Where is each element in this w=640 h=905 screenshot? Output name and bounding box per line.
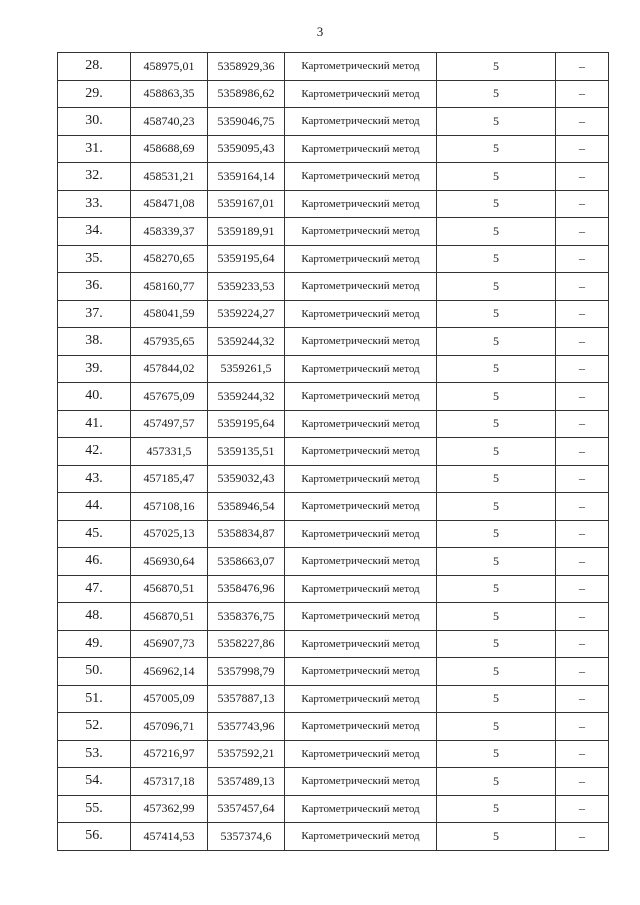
- y-coordinate-cell: 5359032,43: [208, 465, 285, 493]
- point-number-cell: 54.: [58, 768, 131, 796]
- note-cell: –: [556, 520, 609, 548]
- note-cell: –: [556, 713, 609, 741]
- point-number-cell: 32.: [58, 163, 131, 191]
- y-coordinate-cell: 5359046,75: [208, 108, 285, 136]
- x-coordinate-cell: 458471,08: [131, 190, 208, 218]
- x-coordinate-cell: 456870,51: [131, 603, 208, 631]
- y-coordinate-cell: 5357998,79: [208, 658, 285, 686]
- method-cell: Картометрический метод: [285, 383, 437, 411]
- note-cell: –: [556, 245, 609, 273]
- x-coordinate-cell: 457362,99: [131, 795, 208, 823]
- table-row: [58, 685, 609, 713]
- y-coordinate-cell: 5359167,01: [208, 190, 285, 218]
- y-coordinate-cell: 5358663,07: [208, 548, 285, 576]
- accuracy-cell: 5: [437, 245, 556, 273]
- method-cell: Картометрический метод: [285, 108, 437, 136]
- x-coordinate-cell: 457096,71: [131, 713, 208, 741]
- table-row: [58, 218, 609, 246]
- y-coordinate-cell: 5357592,21: [208, 740, 285, 768]
- x-coordinate-cell: 458688,69: [131, 135, 208, 163]
- method-cell: Картометрический метод: [285, 410, 437, 438]
- accuracy-cell: 5: [437, 603, 556, 631]
- method-cell: Картометрический метод: [285, 575, 437, 603]
- note-cell: –: [556, 300, 609, 328]
- x-coordinate-cell: 458041,59: [131, 300, 208, 328]
- note-cell: –: [556, 190, 609, 218]
- table-row: [58, 768, 609, 796]
- y-coordinate-cell: 5357743,96: [208, 713, 285, 741]
- table-row: [58, 575, 609, 603]
- note-cell: –: [556, 685, 609, 713]
- note-cell: –: [556, 630, 609, 658]
- method-cell: Картометрический метод: [285, 548, 437, 576]
- accuracy-cell: 5: [437, 465, 556, 493]
- table-row: [58, 658, 609, 686]
- point-number-cell: 56.: [58, 823, 131, 851]
- note-cell: –: [556, 603, 609, 631]
- table-row: [58, 740, 609, 768]
- y-coordinate-cell: 5359195,64: [208, 410, 285, 438]
- point-number-cell: 52.: [58, 713, 131, 741]
- x-coordinate-cell: 457216,97: [131, 740, 208, 768]
- accuracy-cell: 5: [437, 383, 556, 411]
- y-coordinate-cell: 5358227,86: [208, 630, 285, 658]
- note-cell: –: [556, 218, 609, 246]
- y-coordinate-cell: 5359261,5: [208, 355, 285, 383]
- point-number-cell: 41.: [58, 410, 131, 438]
- note-cell: –: [556, 383, 609, 411]
- point-number-cell: 48.: [58, 603, 131, 631]
- y-coordinate-cell: 5357457,64: [208, 795, 285, 823]
- x-coordinate-cell: 458531,21: [131, 163, 208, 191]
- table-row: [58, 245, 609, 273]
- table-row: [58, 823, 609, 851]
- table-row: [58, 300, 609, 328]
- point-number-cell: 36.: [58, 273, 131, 301]
- x-coordinate-cell: 458863,35: [131, 80, 208, 108]
- x-coordinate-cell: 456870,51: [131, 575, 208, 603]
- point-number-cell: 45.: [58, 520, 131, 548]
- accuracy-cell: 5: [437, 300, 556, 328]
- table-row: [58, 465, 609, 493]
- note-cell: –: [556, 575, 609, 603]
- method-cell: Картометрический метод: [285, 713, 437, 741]
- x-coordinate-cell: 458339,37: [131, 218, 208, 246]
- note-cell: –: [556, 53, 609, 81]
- y-coordinate-cell: 5359244,32: [208, 328, 285, 356]
- note-cell: –: [556, 328, 609, 356]
- table-row: [58, 328, 609, 356]
- y-coordinate-cell: 5359224,27: [208, 300, 285, 328]
- table-row: [58, 438, 609, 466]
- point-number-cell: 30.: [58, 108, 131, 136]
- method-cell: Картометрический метод: [285, 438, 437, 466]
- table-row: [58, 163, 609, 191]
- accuracy-cell: 5: [437, 520, 556, 548]
- table-row: [58, 108, 609, 136]
- table-row: [58, 135, 609, 163]
- accuracy-cell: 5: [437, 273, 556, 301]
- note-cell: –: [556, 80, 609, 108]
- point-number-cell: 46.: [58, 548, 131, 576]
- accuracy-cell: 5: [437, 355, 556, 383]
- accuracy-cell: 5: [437, 740, 556, 768]
- method-cell: Картометрический метод: [285, 768, 437, 796]
- table-row: [58, 630, 609, 658]
- coordinates-table: [57, 52, 609, 851]
- table-body: [58, 53, 609, 851]
- table-row: [58, 53, 609, 81]
- accuracy-cell: 5: [437, 438, 556, 466]
- y-coordinate-cell: 5358376,75: [208, 603, 285, 631]
- table-row: [58, 603, 609, 631]
- point-number-cell: 55.: [58, 795, 131, 823]
- method-cell: Картометрический метод: [285, 493, 437, 521]
- accuracy-cell: 5: [437, 658, 556, 686]
- method-cell: Картометрический метод: [285, 273, 437, 301]
- accuracy-cell: 5: [437, 795, 556, 823]
- point-number-cell: 50.: [58, 658, 131, 686]
- note-cell: –: [556, 768, 609, 796]
- x-coordinate-cell: 456930,64: [131, 548, 208, 576]
- table-row: [58, 410, 609, 438]
- y-coordinate-cell: 5358476,96: [208, 575, 285, 603]
- x-coordinate-cell: 458975,01: [131, 53, 208, 81]
- y-coordinate-cell: 5358834,87: [208, 520, 285, 548]
- method-cell: Картометрический метод: [285, 218, 437, 246]
- x-coordinate-cell: 457185,47: [131, 465, 208, 493]
- point-number-cell: 28.: [58, 53, 131, 81]
- accuracy-cell: 5: [437, 53, 556, 81]
- method-cell: Картометрический метод: [285, 465, 437, 493]
- point-number-cell: 51.: [58, 685, 131, 713]
- y-coordinate-cell: 5359233,53: [208, 273, 285, 301]
- note-cell: –: [556, 108, 609, 136]
- table-row: [58, 355, 609, 383]
- y-coordinate-cell: 5358946,54: [208, 493, 285, 521]
- note-cell: –: [556, 740, 609, 768]
- method-cell: Картометрический метод: [285, 135, 437, 163]
- note-cell: –: [556, 273, 609, 301]
- note-cell: –: [556, 465, 609, 493]
- y-coordinate-cell: 5358986,62: [208, 80, 285, 108]
- method-cell: Картометрический метод: [285, 823, 437, 851]
- x-coordinate-cell: 458160,77: [131, 273, 208, 301]
- accuracy-cell: 5: [437, 548, 556, 576]
- table-row: [58, 273, 609, 301]
- note-cell: –: [556, 355, 609, 383]
- y-coordinate-cell: 5357887,13: [208, 685, 285, 713]
- note-cell: –: [556, 135, 609, 163]
- x-coordinate-cell: 457935,65: [131, 328, 208, 356]
- point-number-cell: 35.: [58, 245, 131, 273]
- point-number-cell: 42.: [58, 438, 131, 466]
- method-cell: Картометрический метод: [285, 163, 437, 191]
- method-cell: Картометрический метод: [285, 658, 437, 686]
- x-coordinate-cell: 457414,53: [131, 823, 208, 851]
- x-coordinate-cell: 457844,02: [131, 355, 208, 383]
- point-number-cell: 43.: [58, 465, 131, 493]
- x-coordinate-cell: 456907,73: [131, 630, 208, 658]
- x-coordinate-cell: 457497,57: [131, 410, 208, 438]
- table-row: [58, 520, 609, 548]
- accuracy-cell: 5: [437, 823, 556, 851]
- x-coordinate-cell: 458270,65: [131, 245, 208, 273]
- accuracy-cell: 5: [437, 135, 556, 163]
- accuracy-cell: 5: [437, 108, 556, 136]
- x-coordinate-cell: 458740,23: [131, 108, 208, 136]
- page-number: 3: [316, 24, 324, 39]
- note-cell: –: [556, 658, 609, 686]
- note-cell: –: [556, 548, 609, 576]
- accuracy-cell: 5: [437, 218, 556, 246]
- y-coordinate-cell: 5359195,64: [208, 245, 285, 273]
- accuracy-cell: 5: [437, 190, 556, 218]
- point-number-cell: 37.: [58, 300, 131, 328]
- y-coordinate-cell: 5359244,32: [208, 383, 285, 411]
- x-coordinate-cell: 457005,09: [131, 685, 208, 713]
- note-cell: –: [556, 410, 609, 438]
- method-cell: Картометрический метод: [285, 300, 437, 328]
- y-coordinate-cell: 5358929,36: [208, 53, 285, 81]
- table-row: [58, 383, 609, 411]
- accuracy-cell: 5: [437, 685, 556, 713]
- x-coordinate-cell: 457108,16: [131, 493, 208, 521]
- method-cell: Картометрический метод: [285, 740, 437, 768]
- point-number-cell: 47.: [58, 575, 131, 603]
- y-coordinate-cell: 5359189,91: [208, 218, 285, 246]
- method-cell: Картометрический метод: [285, 53, 437, 81]
- point-number-cell: 40.: [58, 383, 131, 411]
- method-cell: Картометрический метод: [285, 685, 437, 713]
- accuracy-cell: 5: [437, 80, 556, 108]
- method-cell: Картометрический метод: [285, 795, 437, 823]
- x-coordinate-cell: 457317,18: [131, 768, 208, 796]
- method-cell: Картометрический метод: [285, 603, 437, 631]
- point-number-cell: 38.: [58, 328, 131, 356]
- accuracy-cell: 5: [437, 410, 556, 438]
- x-coordinate-cell: 457675,09: [131, 383, 208, 411]
- y-coordinate-cell: 5359135,51: [208, 438, 285, 466]
- note-cell: –: [556, 438, 609, 466]
- method-cell: Картометрический метод: [285, 355, 437, 383]
- accuracy-cell: 5: [437, 493, 556, 521]
- table-row: [58, 80, 609, 108]
- note-cell: –: [556, 823, 609, 851]
- y-coordinate-cell: 5357489,13: [208, 768, 285, 796]
- note-cell: –: [556, 493, 609, 521]
- method-cell: Картометрический метод: [285, 190, 437, 218]
- method-cell: Картометрический метод: [285, 245, 437, 273]
- table-row: [58, 190, 609, 218]
- x-coordinate-cell: 457025,13: [131, 520, 208, 548]
- note-cell: –: [556, 795, 609, 823]
- accuracy-cell: 5: [437, 163, 556, 191]
- method-cell: Картометрический метод: [285, 328, 437, 356]
- point-number-cell: 29.: [58, 80, 131, 108]
- point-number-cell: 53.: [58, 740, 131, 768]
- method-cell: Картометрический метод: [285, 520, 437, 548]
- y-coordinate-cell: 5359164,14: [208, 163, 285, 191]
- table-row: [58, 713, 609, 741]
- method-cell: Картометрический метод: [285, 630, 437, 658]
- point-number-cell: 34.: [58, 218, 131, 246]
- point-number-cell: 33.: [58, 190, 131, 218]
- accuracy-cell: 5: [437, 575, 556, 603]
- accuracy-cell: 5: [437, 713, 556, 741]
- point-number-cell: 44.: [58, 493, 131, 521]
- method-cell: Картометрический метод: [285, 80, 437, 108]
- x-coordinate-cell: 457331,5: [131, 438, 208, 466]
- point-number-cell: 49.: [58, 630, 131, 658]
- y-coordinate-cell: 5359095,43: [208, 135, 285, 163]
- note-cell: –: [556, 163, 609, 191]
- accuracy-cell: 5: [437, 328, 556, 356]
- accuracy-cell: 5: [437, 630, 556, 658]
- x-coordinate-cell: 456962,14: [131, 658, 208, 686]
- table-row: [58, 493, 609, 521]
- point-number-cell: 39.: [58, 355, 131, 383]
- accuracy-cell: 5: [437, 768, 556, 796]
- table-row: [58, 795, 609, 823]
- y-coordinate-cell: 5357374,6: [208, 823, 285, 851]
- point-number-cell: 31.: [58, 135, 131, 163]
- table-row: [58, 548, 609, 576]
